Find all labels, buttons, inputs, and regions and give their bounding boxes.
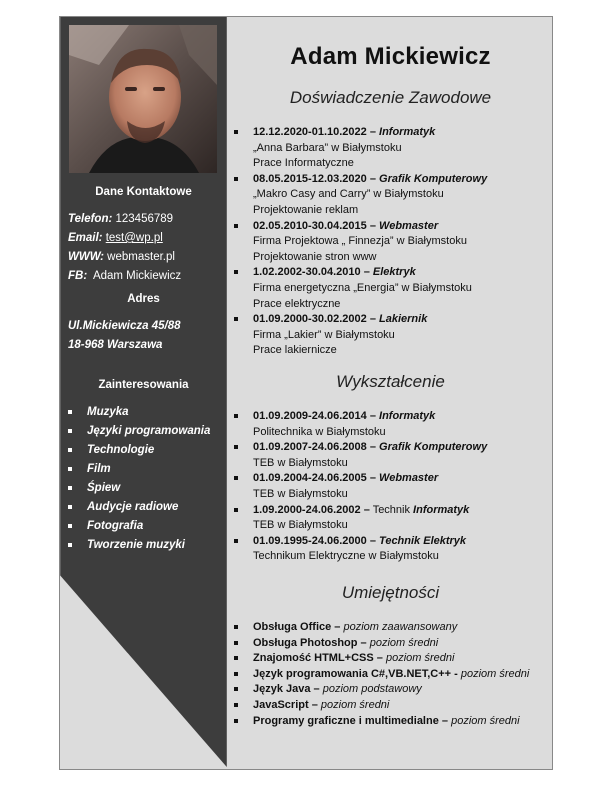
experience-item: 12.12.2020-01.10.2022 – Informatyk „Anna Barbara” w Białymstoku Prace Informatyczne: [253, 125, 487, 172]
skill-item: Język Java – poziom podstawowy: [253, 682, 529, 698]
skill-item: Obsługa Photoshop – poziom średni: [253, 636, 529, 652]
interest-item: Audycje radiowe: [66, 498, 210, 517]
interest-item: Muzyka: [66, 403, 210, 422]
education-item: 01.09.2009-24.06.2014 – Informatyk Politechnika w Białymstoku: [253, 409, 487, 440]
experience-item: 08.05.2015-12.03.2020 – Grafik Komputerowy „Makro Casy and Carry” w Białymstoku Projektowanie reklam: [253, 172, 487, 219]
contact-email: Email: test@wp.pl: [68, 232, 163, 244]
contact-www: WWW: webmaster.pl: [68, 251, 175, 263]
address-line: 18-968 Warszawa: [68, 339, 163, 351]
skill-item: Programy graficzne i multimedialne – poziom średni: [253, 714, 529, 730]
skill-item: Znajomość HTML+CSS – poziom średni: [253, 651, 529, 667]
contact-list: [68, 210, 226, 286]
education-item: 01.09.2004-24.06.2005 – Webmaster TEB w Białymstoku: [253, 471, 487, 502]
address-heading: Adres: [127, 293, 160, 305]
experience-list: [253, 125, 487, 359]
address-block: [68, 317, 181, 355]
education-title: Wykształcenie: [336, 372, 445, 391]
interest-item: Fotografia: [66, 517, 210, 536]
interests-list: [66, 403, 210, 555]
skill-item: Obsługa Office – poziom zaawansowany: [253, 620, 529, 636]
skill-item: JavaScript – poziom średni: [253, 698, 529, 714]
skills-title: Umiejętności: [341, 583, 440, 602]
cv-page: [59, 16, 553, 770]
skill-item: Język programowania C#,VB.NET,C++ - poziom średni: [253, 667, 529, 683]
contact-fb: FB: Adam Mickiewicz: [68, 270, 182, 282]
skills-list: [253, 620, 529, 729]
education-item: 01.09.2007-24.06.2008 – Grafik Komputerowy TEB w Białymstoku: [253, 440, 487, 471]
interest-item: Film: [66, 460, 210, 479]
interest-item: Języki programowania: [66, 422, 210, 441]
education-item: 1.09.2000-24.06.2002 – Technik Informatyk TEB w Białymstoku: [253, 503, 487, 534]
interests-heading: Zainteresowania: [98, 379, 189, 391]
address-line: Ul.Mickiewicza 45/88: [68, 320, 181, 332]
experience-title: Doświadczenie Zawodowe: [289, 88, 492, 107]
experience-item: 01.09.2000-30.02.2002 – Lakiernik Firma „Lakier” w Białymstoku Prace lakiernicze: [253, 312, 487, 359]
interest-item: Śpiew: [66, 479, 210, 498]
experience-item: 1.02.2002-30.04.2010 – Elektryk Firma energetyczna „Energia” w Białymstoku Prace elektryczne: [253, 265, 487, 312]
contact-heading: Dane Kontaktowe: [95, 186, 192, 198]
email-link[interactable]: test@wp.pl: [105, 232, 163, 244]
person-name: Adam Mickiewicz: [290, 43, 491, 70]
experience-item: 02.05.2010-30.04.2015 – Webmaster Firma Projektowa „ Finnezja” w Białymstoku Projektowanie stron www: [253, 219, 487, 266]
education-item: 01.09.1995-24.06.2000 – Technik Elektryk Technikum Elektryczne w Białymstoku: [253, 534, 487, 565]
contact-phone: Telefon: 123456789: [68, 213, 174, 225]
profile-photo: [69, 25, 217, 173]
education-list: [253, 409, 487, 565]
interest-item: Tworzenie muzyki: [66, 536, 210, 555]
interest-item: Technologie: [66, 441, 210, 460]
